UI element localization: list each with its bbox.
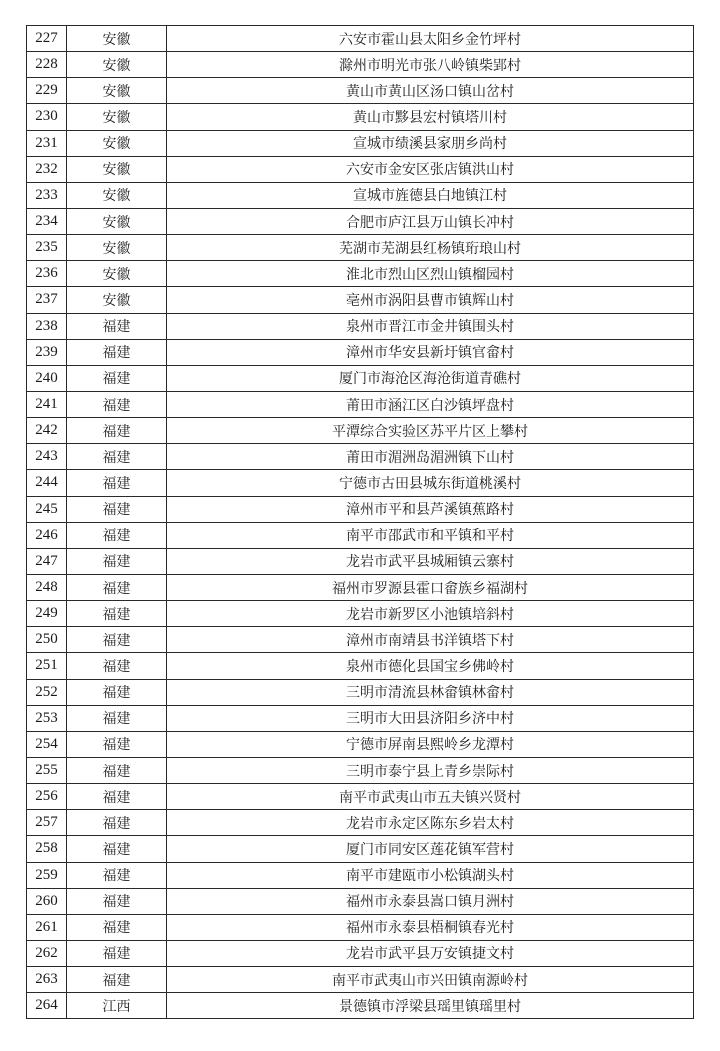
table-row — [27, 967, 694, 993]
row-number-cell: 235 — [27, 235, 67, 261]
village-name-cell: 黄山市黄山区汤口镇山岔村 — [167, 78, 694, 104]
village-name-cell: 黄山市黟县宏村镇塔川村 — [167, 104, 694, 130]
table-row — [27, 287, 694, 313]
table-body — [27, 26, 694, 1019]
table-row — [27, 940, 694, 966]
village-name-cell: 南平市邵武市和平镇和平村 — [167, 522, 694, 548]
table-row — [27, 470, 694, 496]
village-name-cell: 平潭综合实验区苏平片区上攀村 — [167, 418, 694, 444]
row-number-cell: 246 — [27, 522, 67, 548]
province-cell: 福建 — [67, 836, 167, 862]
province-cell: 福建 — [67, 705, 167, 731]
table — [26, 25, 694, 1019]
table-row — [27, 914, 694, 940]
village-list-table — [26, 25, 693, 1019]
province-cell: 福建 — [67, 810, 167, 836]
row-number-cell: 242 — [27, 418, 67, 444]
table-row — [27, 130, 694, 156]
table-row — [27, 156, 694, 182]
row-number-cell: 261 — [27, 914, 67, 940]
province-cell: 福建 — [67, 888, 167, 914]
village-name-cell: 龙岩市武平县城厢镇云寨村 — [167, 548, 694, 574]
row-number-cell: 227 — [27, 26, 67, 52]
province-cell: 福建 — [67, 313, 167, 339]
table-row — [27, 601, 694, 627]
province-cell: 安徽 — [67, 26, 167, 52]
table-row — [27, 993, 694, 1019]
table-row — [27, 705, 694, 731]
table-row — [27, 261, 694, 287]
province-cell: 福建 — [67, 627, 167, 653]
row-number-cell: 232 — [27, 156, 67, 182]
row-number-cell: 243 — [27, 444, 67, 470]
row-number-cell: 228 — [27, 52, 67, 78]
table-row — [27, 836, 694, 862]
village-name-cell: 厦门市海沧区海沧街道青礁村 — [167, 365, 694, 391]
province-cell: 安徽 — [67, 208, 167, 234]
village-name-cell: 莆田市湄洲岛湄洲镇下山村 — [167, 444, 694, 470]
row-number-cell: 229 — [27, 78, 67, 104]
table-row — [27, 627, 694, 653]
row-number-cell: 238 — [27, 313, 67, 339]
row-number-cell: 240 — [27, 365, 67, 391]
row-number-cell: 255 — [27, 757, 67, 783]
village-name-cell: 芜湖市芜湖县红杨镇珩琅山村 — [167, 235, 694, 261]
province-cell: 江西 — [67, 993, 167, 1019]
village-name-cell: 景德镇市浮梁县瑶里镇瑶里村 — [167, 993, 694, 1019]
village-name-cell: 淮北市烈山区烈山镇榴园村 — [167, 261, 694, 287]
table-row — [27, 26, 694, 52]
row-number-cell: 236 — [27, 261, 67, 287]
province-cell: 福建 — [67, 444, 167, 470]
row-number-cell: 259 — [27, 862, 67, 888]
row-number-cell: 260 — [27, 888, 67, 914]
province-cell: 福建 — [67, 784, 167, 810]
row-number-cell: 248 — [27, 574, 67, 600]
table-row — [27, 574, 694, 600]
table-row — [27, 731, 694, 757]
province-cell: 福建 — [67, 548, 167, 574]
table-row — [27, 78, 694, 104]
village-name-cell: 宣城市旌德县白地镇江村 — [167, 182, 694, 208]
village-name-cell: 泉州市德化县国宝乡佛岭村 — [167, 653, 694, 679]
village-name-cell: 合肥市庐江县万山镇长冲村 — [167, 208, 694, 234]
row-number-cell: 252 — [27, 679, 67, 705]
row-number-cell: 245 — [27, 496, 67, 522]
table-row — [27, 208, 694, 234]
row-number-cell: 257 — [27, 810, 67, 836]
row-number-cell: 231 — [27, 130, 67, 156]
village-name-cell: 三明市清流县林畲镇林畲村 — [167, 679, 694, 705]
table-row — [27, 496, 694, 522]
province-cell: 福建 — [67, 914, 167, 940]
village-name-cell: 宁德市古田县城东街道桃溪村 — [167, 470, 694, 496]
village-name-cell: 宣城市绩溪县家朋乡尚村 — [167, 130, 694, 156]
province-cell: 福建 — [67, 574, 167, 600]
table-row — [27, 313, 694, 339]
row-number-cell: 247 — [27, 548, 67, 574]
village-name-cell: 南平市建瓯市小松镇湖头村 — [167, 862, 694, 888]
village-name-cell: 龙岩市永定区陈东乡岩太村 — [167, 810, 694, 836]
village-name-cell: 福州市永泰县嵩口镇月洲村 — [167, 888, 694, 914]
village-name-cell: 南平市武夷山市兴田镇南源岭村 — [167, 967, 694, 993]
row-number-cell: 262 — [27, 940, 67, 966]
province-cell: 安徽 — [67, 130, 167, 156]
table-row — [27, 862, 694, 888]
province-cell: 安徽 — [67, 156, 167, 182]
table-row — [27, 339, 694, 365]
village-name-cell: 宁德市屏南县熙岭乡龙潭村 — [167, 731, 694, 757]
table-row — [27, 52, 694, 78]
row-number-cell: 244 — [27, 470, 67, 496]
province-cell: 福建 — [67, 679, 167, 705]
province-cell: 安徽 — [67, 182, 167, 208]
village-name-cell: 莆田市涵江区白沙镇坪盘村 — [167, 391, 694, 417]
village-name-cell: 六安市金安区张店镇洪山村 — [167, 156, 694, 182]
table-row — [27, 391, 694, 417]
province-cell: 福建 — [67, 418, 167, 444]
table-row — [27, 522, 694, 548]
village-name-cell: 漳州市华安县新圩镇官畲村 — [167, 339, 694, 365]
province-cell: 安徽 — [67, 52, 167, 78]
province-cell: 福建 — [67, 470, 167, 496]
row-number-cell: 254 — [27, 731, 67, 757]
village-name-cell: 龙岩市新罗区小池镇培斜村 — [167, 601, 694, 627]
row-number-cell: 233 — [27, 182, 67, 208]
province-cell: 安徽 — [67, 104, 167, 130]
row-number-cell: 241 — [27, 391, 67, 417]
province-cell: 福建 — [67, 653, 167, 679]
row-number-cell: 239 — [27, 339, 67, 365]
province-cell: 福建 — [67, 731, 167, 757]
province-cell: 福建 — [67, 757, 167, 783]
province-cell: 福建 — [67, 862, 167, 888]
table-row — [27, 104, 694, 130]
table-row — [27, 444, 694, 470]
table-row — [27, 653, 694, 679]
row-number-cell: 251 — [27, 653, 67, 679]
table-row — [27, 235, 694, 261]
table-row — [27, 888, 694, 914]
village-name-cell: 福州市罗源县霍口畲族乡福湖村 — [167, 574, 694, 600]
province-cell: 福建 — [67, 940, 167, 966]
table-row — [27, 418, 694, 444]
row-number-cell: 256 — [27, 784, 67, 810]
province-cell: 福建 — [67, 365, 167, 391]
village-name-cell: 龙岩市武平县万安镇捷文村 — [167, 940, 694, 966]
village-name-cell: 六安市霍山县太阳乡金竹坪村 — [167, 26, 694, 52]
village-name-cell: 漳州市平和县芦溪镇蕉路村 — [167, 496, 694, 522]
village-name-cell: 泉州市晋江市金井镇围头村 — [167, 313, 694, 339]
village-name-cell: 滁州市明光市张八岭镇柴郢村 — [167, 52, 694, 78]
village-name-cell: 厦门市同安区莲花镇军营村 — [167, 836, 694, 862]
village-name-cell: 三明市泰宁县上青乡崇际村 — [167, 757, 694, 783]
province-cell: 安徽 — [67, 287, 167, 313]
village-name-cell: 漳州市南靖县书洋镇塔下村 — [167, 627, 694, 653]
row-number-cell: 258 — [27, 836, 67, 862]
table-row — [27, 810, 694, 836]
province-cell: 安徽 — [67, 78, 167, 104]
row-number-cell: 237 — [27, 287, 67, 313]
table-row — [27, 757, 694, 783]
table-row — [27, 548, 694, 574]
province-cell: 安徽 — [67, 235, 167, 261]
province-cell: 安徽 — [67, 261, 167, 287]
row-number-cell: 253 — [27, 705, 67, 731]
table-row — [27, 679, 694, 705]
row-number-cell: 230 — [27, 104, 67, 130]
table-row — [27, 365, 694, 391]
row-number-cell: 234 — [27, 208, 67, 234]
province-cell: 福建 — [67, 601, 167, 627]
row-number-cell: 249 — [27, 601, 67, 627]
row-number-cell: 263 — [27, 967, 67, 993]
village-name-cell: 三明市大田县济阳乡济中村 — [167, 705, 694, 731]
table-row — [27, 182, 694, 208]
village-name-cell: 福州市永泰县梧桐镇春光村 — [167, 914, 694, 940]
province-cell: 福建 — [67, 339, 167, 365]
table-row — [27, 784, 694, 810]
row-number-cell: 250 — [27, 627, 67, 653]
village-name-cell: 南平市武夷山市五夫镇兴贤村 — [167, 784, 694, 810]
province-cell: 福建 — [67, 391, 167, 417]
row-number-cell: 264 — [27, 993, 67, 1019]
province-cell: 福建 — [67, 967, 167, 993]
province-cell: 福建 — [67, 522, 167, 548]
village-name-cell: 亳州市涡阳县曹市镇辉山村 — [167, 287, 694, 313]
province-cell: 福建 — [67, 496, 167, 522]
